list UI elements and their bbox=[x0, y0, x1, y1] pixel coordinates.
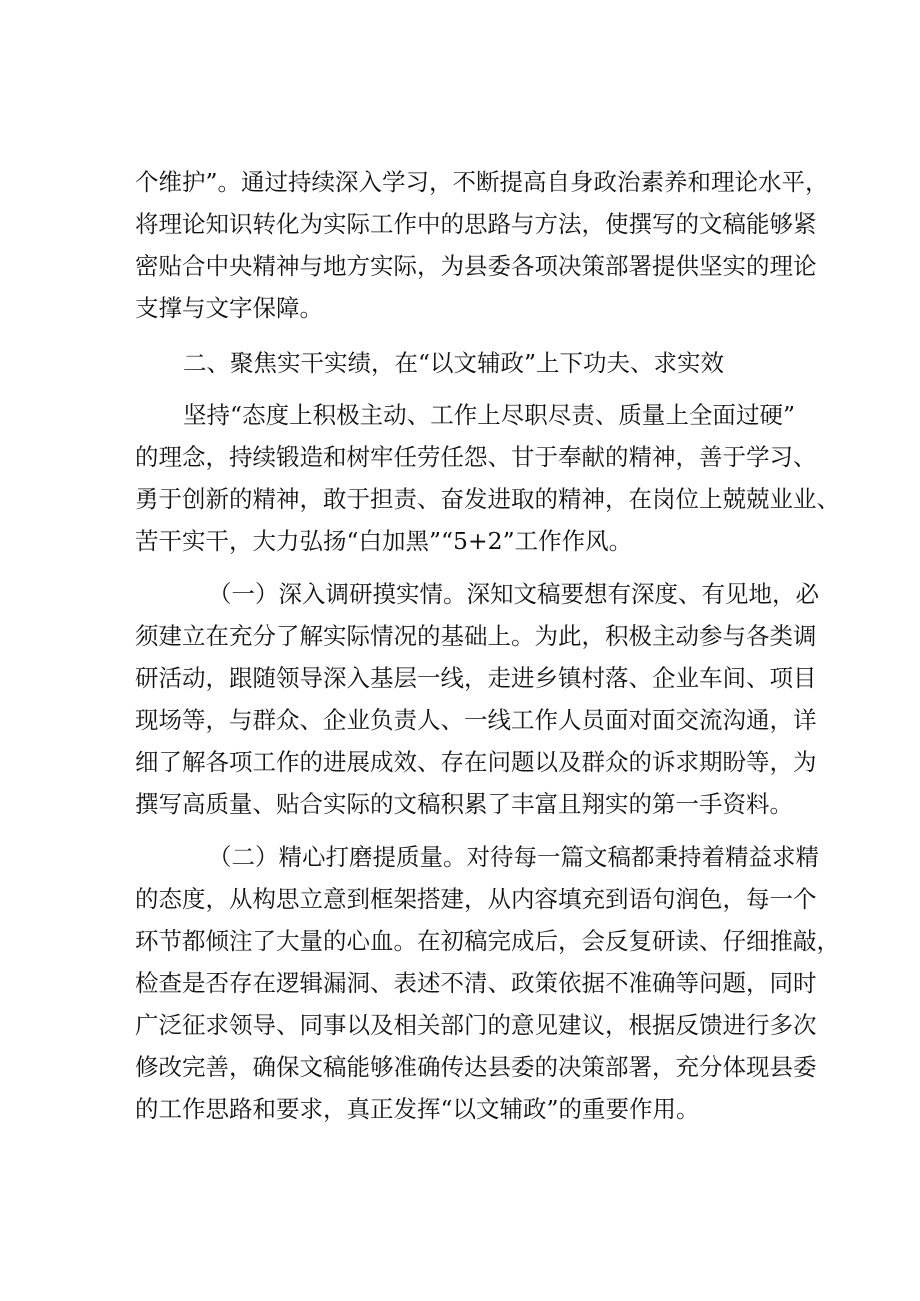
section-heading: 二、聚焦实干实绩，在“以文辅政”上下功夫、求实效 bbox=[183, 349, 725, 377]
subsection-line: （一）深入调研摸实情。深知文稿要想有深度、有见地，必 bbox=[208, 580, 819, 608]
text-line: 研活动，跟随领导深入基层一线，走进乡镇村落、企业车间、项目 bbox=[135, 664, 817, 692]
text-line: 须建立在充分了解实际情况的基础上。为此，积极主动参与各类调 bbox=[135, 622, 817, 650]
text-line: 支撑与文字保障。 bbox=[135, 294, 323, 322]
text-line: 环节都倾注了大量的心血。在初稿完成后，会反复研读、仔细推敲， bbox=[135, 927, 840, 955]
text-line: 的理念，持续锻造和树牢任劳任怨、甘于奉献的精神，善于学习、 bbox=[135, 443, 817, 471]
text-line: 将理论知识转化为实际工作中的思路与方法，使撰写的文稿能够紧 bbox=[135, 210, 817, 238]
text-line: 坚持“态度上积极主动、工作上尽职尽责、质量上全面过硬” bbox=[183, 401, 795, 429]
text-line: 检查是否存在逻辑漏洞、表述不清、政策依据不准确等问题，同时 bbox=[135, 969, 817, 997]
text-line: 的工作思路和要求，真正发挥“以文辅政”的重要作用。 bbox=[135, 1095, 700, 1123]
text-line: 的态度，从构思立意到框架搭建，从内容填充到语句润色，每一个 bbox=[135, 885, 817, 913]
text-line: 苦干实干，大力弘扬“白加黑”“5+2”工作作风。 bbox=[135, 527, 633, 555]
text-line: 个维护”。通过持续深入学习，不断提高自身政治素养和理论水平， bbox=[135, 168, 829, 196]
text-line: 修改完善，确保文稿能够准确传达县委的决策部署，充分体现县委 bbox=[135, 1053, 817, 1081]
text-line: 广泛征求领导、同事以及相关部门的意见建议，根据反馈进行多次 bbox=[135, 1011, 817, 1039]
subsection-line: （二）精心打磨提质量。对待每一篇文稿都秉持着精益求精 bbox=[208, 843, 819, 871]
text-line: 勇于创新的精神，敢于担责、奋发进取的精神，在岗位上兢兢业业、 bbox=[135, 485, 840, 513]
text-line: 撰写高质量、贴合实际的文稿积累了丰富且翔实的第一手资料。 bbox=[135, 790, 793, 818]
text-line: 现场等，与群众、企业负责人、一线工作人员面对面交流沟通，详 bbox=[135, 706, 817, 734]
text-line: 细了解各项工作的进展成效、存在问题以及群众的诉求期盼等，为 bbox=[135, 748, 817, 776]
text-line: 密贴合中央精神与地方实际，为县委各项决策部署提供坚实的理论 bbox=[135, 252, 817, 280]
